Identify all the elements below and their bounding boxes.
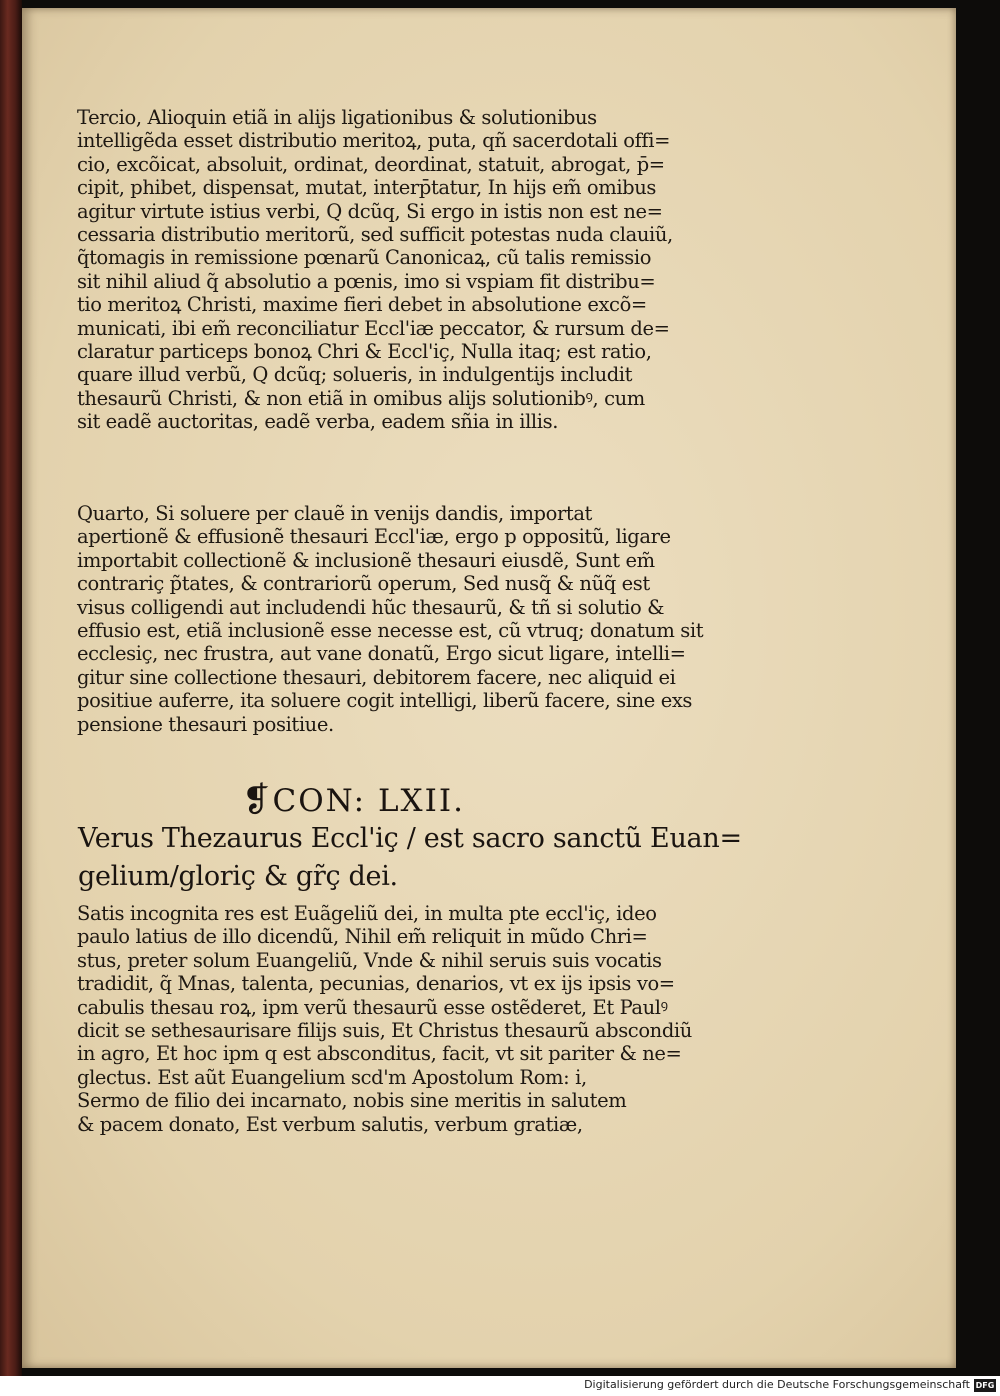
text-line: ecclesiç, nec frustra, aut vane donatũ, Ergo sicut ligare, intelli=	[77, 642, 686, 666]
text-line: pensione thesauri positiue.	[77, 712, 334, 736]
book-page	[22, 8, 956, 1368]
text-line: effusio est, etiã inclusionẽ esse necesse est, cũ vtruq; donatum sit	[77, 618, 704, 642]
pilcrow-icon: ❡	[242, 780, 273, 820]
text-line: cipit, phibet, dispensat, mutat, interp̄tatur, In hijs em̃ omibus	[77, 176, 657, 200]
text-line: tio meritoꝝ Christi, maxime fieri debet in absolutione excõ=	[77, 293, 647, 317]
text-line: claratur particeps bonoꝝ Chri & Eccl'iç, Nulla itaq; est ratio,	[77, 339, 652, 363]
text-line: sit nihil aliud q̃ absolutio a pœnis, imo si vspiam fit distribu=	[77, 269, 656, 293]
text-line: gitur sine collectione thesauri, debitorem facere, nec aliquid ei	[77, 665, 676, 689]
footer-bar	[0, 1376, 1000, 1396]
text-line: municati, ibi em̃ reconciliatur Eccl'iæ peccator, & rursum de=	[77, 316, 670, 340]
text-line: positiue auferre, ita soluere cogit intelligi, liberũ facere, sine exs	[77, 689, 693, 713]
text-line: q̃tomagis in remissione pœnarũ Canonicaꝝ, cũ talis remissio	[77, 246, 652, 270]
funding-credit: Digitalisierung gefördert durch die Deutsche Forschungsgemeinschaft	[584, 1378, 970, 1391]
text-line: cabulis thesau roꝝ, ipm verũ thesaurũ esse ostẽderet, Et Paulꝰ	[77, 995, 668, 1019]
chapter-heading	[242, 780, 465, 820]
text-line: visus colligendi aut includendi hũc thesaurũ, & tñ si solutio &	[77, 595, 665, 619]
text-line: agitur virtute istius verbi, Q dcũq, Si ergo in istis non est ne=	[77, 199, 663, 223]
text-line: Verus Thezaurus Eccl'iç / est sacro sanctũ Euan=	[78, 823, 742, 854]
dfg-logo: DFG	[975, 1381, 995, 1390]
book-binding-edge	[0, 0, 22, 1376]
text-line: tradidit, q̃ Mnas, talenta, pecunias, denarios, vt ex ijs ipsis vo=	[77, 972, 675, 996]
text-line: gelium/gloriç & gr̃ç dei.	[78, 861, 398, 892]
text-line: glectus. Est aũt Euangelium scd'm Apostolum Rom: i,	[77, 1065, 587, 1089]
text-line: & pacem donato, Est verbum salutis, verbum gratiæ,	[77, 1112, 583, 1136]
text-line: intelligẽda esset distributio meritoꝝ, puta, qñ sacerdotali offi=	[77, 129, 671, 153]
text-line: cessaria distributio meritorũ, sed sufficit potestas nuda clauiũ,	[77, 222, 673, 246]
paragraph-3	[77, 902, 697, 1136]
text-line: stus, preter solum Euangeliũ, Vnde & nihil seruis suis vocatis	[77, 948, 662, 972]
text-line: Sermo de filio dei incarnato, nobis sine meritis in salutem	[77, 1089, 627, 1113]
text-line: Quarto, Si soluere per clauẽ in venijs dandis, importat	[77, 502, 592, 525]
text-line: importabit collectionẽ & inclusionẽ thesauri eiusdẽ, Sunt em̃	[77, 548, 655, 572]
chapter-number: CON: LXII.	[272, 783, 465, 819]
text-line: contrariç p̃tates, & contrariorũ operum, Sed nusq̃ & nũq̃ est	[77, 572, 650, 596]
text-line: Tercio, Alioquin etiã in alijs ligationibus & solutionibus	[77, 106, 597, 129]
text-line: sit eadẽ auctoritas, eadẽ verba, eadem sñia in illis.	[77, 410, 558, 434]
paragraph-1	[77, 106, 697, 433]
text-line: paulo latius de illo dicendũ, Nihil em̃ reliquit in mũdo Chri=	[77, 925, 648, 949]
paragraph-2	[77, 502, 704, 736]
text-line: Satis incognita res est Euãgeliũ dei, in multa pte eccl'iç, ideo	[77, 902, 657, 925]
text-line: dicit se sethesaurisare filijs suis, Et Christus thesaurũ abscondiũ	[77, 1018, 692, 1042]
text-line: in agro, Et hoc ipm q est absconditus, facit, vt sit pariter & ne=	[77, 1042, 682, 1066]
text-line: quare illud verbũ, Q dcũq; solueris, in indulgentijs includit	[77, 363, 633, 387]
text-line: apertionẽ & effusionẽ thesauri Eccl'iæ, ergo p oppositũ, ligare	[77, 525, 671, 549]
chapter-title	[78, 820, 742, 896]
text-line: cio, excõicat, absoluit, ordinat, deordinat, statuit, abrogat, p̄=	[77, 152, 665, 176]
text-line: thesaurũ Christi, & non etiã in omibus alijs solutionibꝰ, cum	[77, 386, 645, 410]
